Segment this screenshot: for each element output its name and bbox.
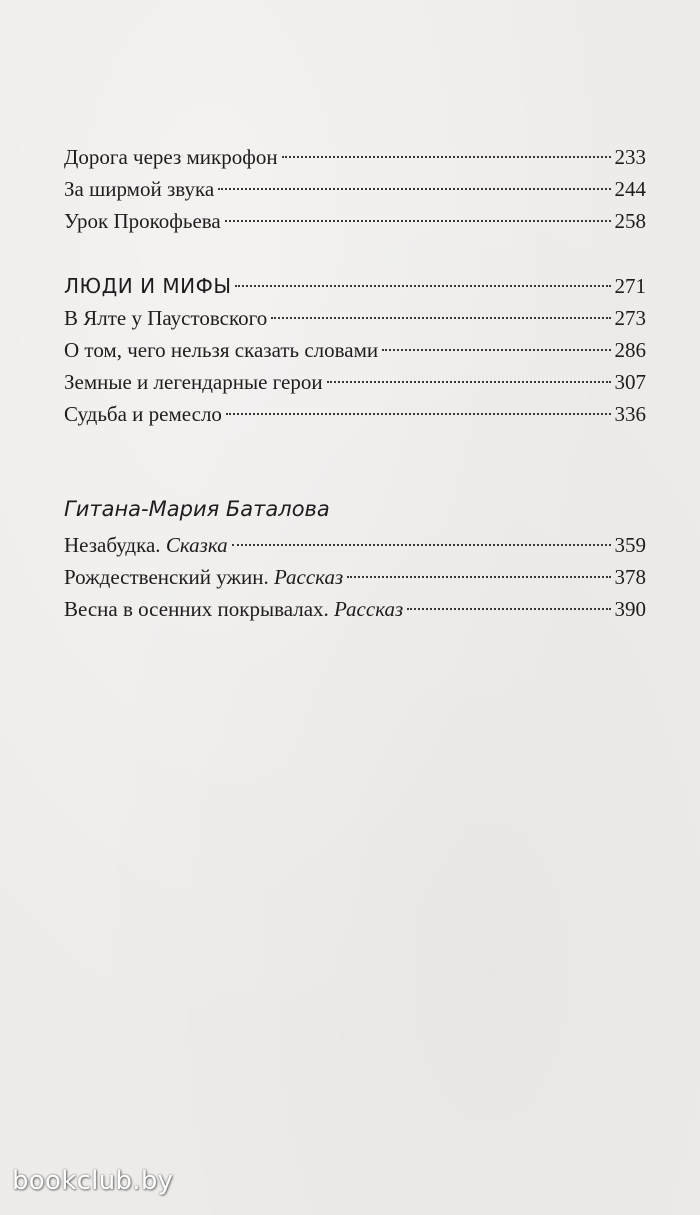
toc-entry-page: 233 — [614, 145, 646, 169]
toc-entry — [64, 141, 646, 173]
toc-entry — [64, 398, 646, 430]
dot-leader — [235, 285, 610, 287]
toc-entry-title: Незабудка. Сказка — [64, 533, 228, 557]
toc-entry-title: В Ялте у Паустовского — [64, 306, 268, 330]
toc-entry-title: О том, чего нельзя сказать словами — [64, 338, 379, 362]
toc-entry-page: 258 — [614, 209, 646, 233]
toc-entry-title: Дорога через микрофон — [64, 145, 278, 169]
toc-entry-title: Весна в осенних покрывалах. Рассказ — [64, 597, 404, 621]
dot-leader — [347, 576, 610, 578]
dot-leader — [225, 220, 611, 222]
dot-leader — [226, 413, 611, 415]
toc-entry-page: 307 — [614, 370, 646, 394]
toc-entry — [64, 366, 646, 398]
toc-entry — [64, 561, 646, 593]
toc-entry-genre: Сказка — [165, 533, 228, 557]
toc-entry-genre: Рассказ — [334, 597, 404, 621]
site-watermark: bookclub.by — [12, 1166, 174, 1196]
toc-entry-page: 286 — [614, 338, 646, 362]
toc-entry-title: За ширмой звука — [64, 177, 215, 201]
toc-entry-page: 273 — [614, 306, 646, 330]
toc-section-heading — [64, 270, 646, 302]
toc-entry — [64, 529, 646, 561]
toc-group-3 — [64, 529, 646, 625]
section-page: 271 — [614, 274, 646, 298]
dot-leader — [271, 317, 610, 319]
dot-leader — [407, 608, 610, 610]
toc-entry — [64, 205, 646, 237]
section-title: ЛЮДИ И МИФЫ — [64, 274, 232, 298]
dot-leader — [382, 349, 610, 351]
toc-entry-title: Урок Прокофьева — [64, 209, 221, 233]
dot-leader — [232, 544, 611, 546]
author-name: Гитана-Мария Баталова — [64, 497, 330, 521]
toc-group-1 — [64, 141, 646, 237]
toc-entry-page: 336 — [614, 402, 646, 426]
toc-entry-genre: Рассказ — [273, 565, 344, 589]
dot-leader — [282, 156, 611, 158]
toc-entry-page: 390 — [614, 597, 646, 621]
toc-entry-title: Земные и легендарные герои — [64, 370, 323, 394]
toc-entry-page: 244 — [614, 177, 646, 201]
toc-entry — [64, 334, 646, 366]
toc-entry-title: Судьба и ремесло — [64, 402, 222, 426]
toc-entry-page: 378 — [614, 565, 646, 589]
toc-entry-page: 359 — [614, 533, 646, 557]
toc-entry-title: Рождественский ужин. Рассказ — [64, 565, 344, 589]
toc-entry — [64, 173, 646, 205]
toc-entry — [64, 302, 646, 334]
toc-group-2 — [64, 270, 646, 430]
toc-entry — [64, 593, 646, 625]
dot-leader — [218, 188, 610, 190]
dot-leader — [327, 381, 611, 383]
